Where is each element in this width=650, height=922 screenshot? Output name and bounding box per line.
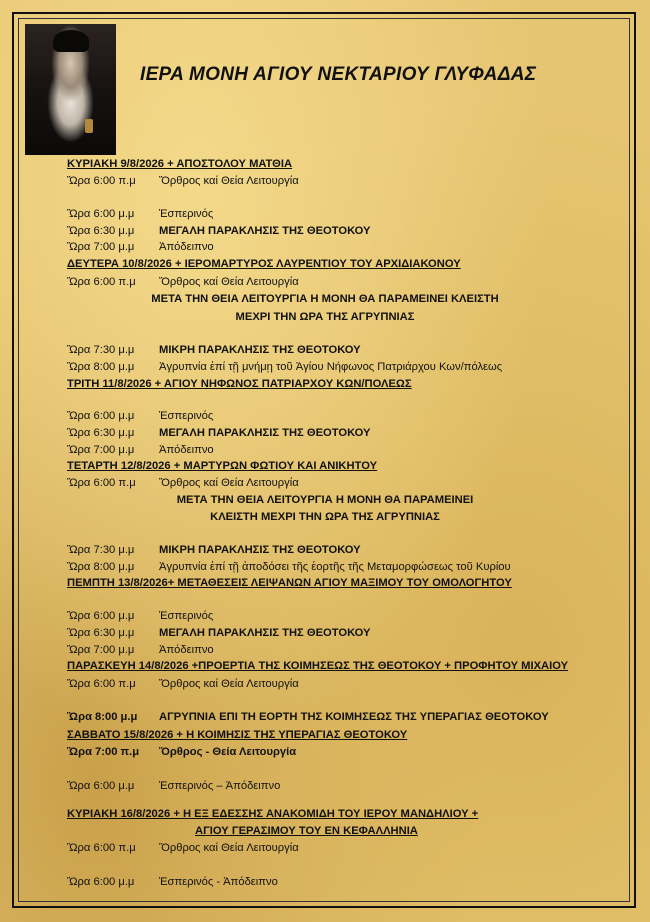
- service-time: Ὥρα 6:00 μ.μ: [67, 876, 135, 888]
- service-line: [67, 276, 299, 288]
- day-heading: ΤΡΙΤΗ 11/8/2026 + ΑΓΙΟΥ ΝΗΦΩΝΟΣ ΠΑΤΡΙΑΡΧΟΥ ΚΩΝ/ΠΟΛΕΩΣ: [67, 378, 412, 390]
- service-name: ΜΙΚΡΗ ΠΑΡΑΚΛΗΣΙΣ ΤΗΣ ΘΕΟΤΟΚΟΥ: [159, 544, 361, 556]
- service-name: ΜΕΓΑΛΗ ΠΑΡΑΚΛΗΣΙΣ ΤΗΣ ΘΕΟΤΟΚΟΥ: [159, 427, 371, 439]
- service-time: Ὥρα 6:00 π.μ: [67, 842, 136, 854]
- service-name: Ὄρθρος - Θεία Λειτουργία: [159, 746, 297, 758]
- notice-text: ΜΕΤΑ ΤΗΝ ΘΕΙΑ ΛΕΙΤΟΥΡΓΙΑ Η ΜΟΝΗ ΘΑ ΠΑΡΑΜΕΙΝΕΙ: [176, 494, 474, 506]
- service-line: [67, 746, 296, 758]
- service-name: ΑΓΡΥΠΝΙΑ ΕΠΙ ΤΗ ΕΟΡΤΗ ΤΗΣ ΚΟΙΜΗΣΕΩΣ ΤΗΣ ΥΠΕΡΑΓΙΑΣ ΘΕΟΤΟΚΟΥ: [159, 711, 549, 723]
- day-heading: ΠΑΡΑΣΚΕΥΗ 14/8/2026 +ΠΡΟΕΡΤΙΑ ΤΗΣ ΚΟΙΜΗΣΕΩΣ ΤΗΣ ΘΕΟΤΟΚΟΥ + ΠΡΟΦΗΤΟΥ ΜΙΧΑΙΟΥ: [67, 660, 569, 672]
- service-time: Ὥρα 7:00 π.μ: [67, 746, 140, 758]
- service-name: Ἀγρυπνία ἐπί τῇ μνήμῃ τοῦ Ἁγίου Νήφωνος Πατριάρχου Κων/πόλεως: [159, 361, 503, 373]
- service-time: Ὥρα 6:00 π.μ: [67, 276, 136, 288]
- service-time: Ὥρα 6:00 μ.μ: [67, 410, 135, 422]
- page-title: ΙΕΡΑ ΜΟΝΗ ΑΓΙΟΥ ΝΕΚΤΑΡΙΟΥ ΓΛΥΦΑΔΑΣ: [140, 64, 537, 85]
- day-heading: ΠΕΜΠΤΗ 13/8/2026+ ΜΕΤΑΘΕΣΕΙΣ ΛΕΙΨΑΝΩΝ ΑΓΙΟΥ ΜΑΞΙΜΟΥ ΤΟΥ ΟΜΟΛΟΓΗΤΟΥ: [67, 577, 512, 589]
- service-time: Ὥρα 8:00 μ.μ: [67, 711, 138, 723]
- service-time: Ὥρα 6:30 μ.μ: [67, 627, 135, 639]
- service-line: [67, 711, 549, 723]
- service-name: Ὄρθρος καί Θεία Λειτουργία: [159, 276, 299, 288]
- service-line: [67, 627, 371, 639]
- day-heading: ΣΑΒΒΑΤΟ 15/8/2026 + Η ΚΟΙΜΗΣΙΣ ΤΗΣ ΥΠΕΡΑΓΙΑΣ ΘΕΟΤΟΚΟΥ: [67, 729, 408, 741]
- service-time: Ὥρα 6:00 μ.μ: [67, 610, 135, 622]
- day-heading: ΤΕΤΑΡΤΗ 12/8/2026 + ΜΑΡΤΥΡΩΝ ΦΩΤΙΟΥ ΚΑΙ ΑΝΙΚΗΤΟΥ: [67, 460, 378, 472]
- service-line: [67, 780, 280, 792]
- service-name: ΜΙΚΡΗ ΠΑΡΑΚΛΗΣΙΣ ΤΗΣ ΘΕΟΤΟΚΟΥ: [159, 344, 361, 356]
- notice-text: ΚΛΕΙΣΤΗ ΜΕΧΡΙ ΤΗΝ ΩΡΑ ΤΗΣ ΑΓΡΥΠΝΙΑΣ: [210, 511, 440, 523]
- service-name: Ἑσπερινός - Ἀπόδειπνο: [159, 876, 278, 888]
- day-heading: ΚΥΡΙΑΚΗ 9/8/2026 + ΑΠΟΣΤΟΛΟΥ ΜΑΤΘΙΑ: [67, 158, 293, 170]
- portrait-cross: [85, 119, 93, 133]
- service-name: Ἑσπερινός: [159, 610, 214, 622]
- service-line: [67, 876, 278, 888]
- day-heading: ΚΥΡΙΑΚΗ 16/8/2026 + Η ΕΞ ΕΔΕΣΣΗΣ ΑΝΑΚΟΜΙΔΗ ΤΟΥ ΙΕΡΟΥ ΜΑΝΔΗΛΙΟΥ +: [67, 808, 479, 820]
- service-time: Ὥρα 7:30 μ.μ: [67, 544, 135, 556]
- service-line: [67, 678, 299, 690]
- service-name: Ἀγρυπνία ἐπί τῇ ἀποδόσει τῆς ἑορτῆς τῆς Μεταμορφώσεως τοῦ Κυρίου: [159, 561, 511, 573]
- day-heading: ΔΕΥΤΕΡΑ 10/8/2026 + ΙΕΡΟΜΑΡΤΥΡΟΣ ΛΑΥΡΕΝΤΙΟΥ ΤΟΥ ΑΡΧΙΔΙΑΚΟΝΟΥ: [67, 258, 461, 270]
- service-line: [67, 444, 214, 456]
- service-line: [67, 610, 213, 622]
- service-line: [67, 644, 214, 656]
- service-line: [67, 427, 371, 439]
- service-line: [67, 544, 361, 556]
- service-name: Ἑσπερινός – Ἀπόδειπνο: [159, 780, 281, 792]
- notice-text: ΜΕΤΑ ΤΗΝ ΘΕΙΑ ΛΕΙΤΟΥΡΓΙΑ Η ΜΟΝΗ ΘΑ ΠΑΡΑΜΕΙΝΕΙ ΚΛΕΙΣΤΗ: [151, 293, 499, 305]
- service-name: Ὄρθρος καί Θεία Λειτουργία: [159, 678, 299, 690]
- portrait-hat: [53, 30, 89, 52]
- service-name: Ὄρθρος καί Θεία Λειτουργία: [159, 477, 299, 489]
- service-name: Ἀπόδειπνο: [159, 644, 214, 656]
- service-time: Ὥρα 6:00 μ.μ: [67, 780, 135, 792]
- service-line: [67, 361, 502, 373]
- service-name: Ἑσπερινός: [159, 208, 214, 220]
- day-heading-continued: ΑΓΙΟΥ ΓΕΡΑΣΙΜΟΥ ΤΟΥ ΕΝ ΚΕΦΑΛΛΗΝΙΑ: [195, 825, 418, 837]
- service-name: Ἑσπερινός: [159, 410, 214, 422]
- service-time: Ὥρα 8:00 μ.μ: [67, 561, 135, 573]
- service-name: Ὄρθρος καί Θεία Λειτουργία: [159, 842, 299, 854]
- service-name: ΜΕΓΑΛΗ ΠΑΡΑΚΛΗΣΙΣ ΤΗΣ ΘΕΟΤΟΚΟΥ: [159, 627, 371, 639]
- service-name: Ὄρθρος καί Θεία Λειτουργία: [159, 175, 299, 187]
- service-line: [67, 561, 511, 573]
- service-line: [67, 175, 299, 187]
- service-time: Ὥρα 7:00 μ.μ: [67, 444, 135, 456]
- notice-text: ΜΕΧΡΙ ΤΗΝ ΩΡΑ ΤΗΣ ΑΓΡΥΠΝΙΑΣ: [235, 311, 415, 323]
- service-time: Ὥρα 6:00 π.μ: [67, 175, 136, 187]
- service-line: [67, 842, 299, 854]
- service-time: Ὥρα 7:00 μ.μ: [67, 644, 135, 656]
- service-time: Ὥρα 6:30 μ.μ: [67, 427, 135, 439]
- service-line: [67, 241, 214, 253]
- service-name: Ἀπόδειπνο: [159, 241, 214, 253]
- service-name: ΜΕΓΑΛΗ ΠΑΡΑΚΛΗΣΙΣ ΤΗΣ ΘΕΟΤΟΚΟΥ: [159, 225, 371, 237]
- service-line: [67, 208, 213, 220]
- service-time: Ὥρα 7:30 μ.μ: [67, 344, 135, 356]
- service-time: Ὥρα 6:30 μ.μ: [67, 225, 135, 237]
- service-line: [67, 225, 371, 237]
- service-line: [67, 344, 361, 356]
- saint-portrait-image: [25, 24, 116, 155]
- service-line: [67, 410, 213, 422]
- service-time: Ὥρα 7:00 μ.μ: [67, 241, 135, 253]
- service-line: [67, 477, 299, 489]
- service-time: Ὥρα 6:00 π.μ: [67, 678, 136, 690]
- service-time: Ὥρα 8:00 μ.μ: [67, 361, 135, 373]
- service-name: Ἀπόδειπνο: [159, 444, 214, 456]
- service-time: Ὥρα 6:00 μ.μ: [67, 208, 135, 220]
- service-time: Ὥρα 6:00 π.μ: [67, 477, 136, 489]
